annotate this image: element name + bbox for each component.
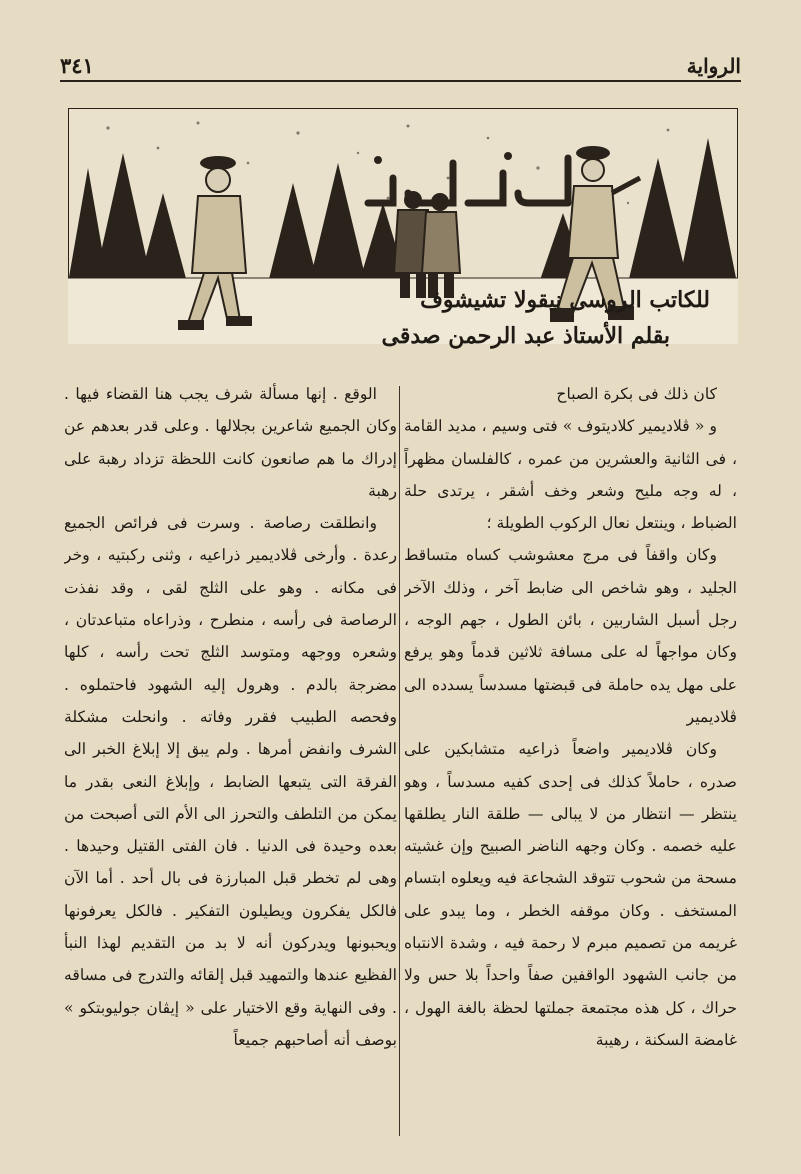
translator-credit: بقلم الأستاذ عبد الرحمن صدقى: [381, 323, 670, 349]
page-number: ٣٤١: [60, 53, 94, 78]
article-body: [64, 378, 737, 1146]
paragraph: وكان واقفاً فى مرج معشوشب كساه متساقط الجليد ، وهو شاخص الى ضابط آخر ، وذلك الآخر رجل أسبل الشاربين ، بائن الطول ، جهم الوجه ، وكان مواجهاً له على مسافة ثلاثين قدماً وهو يرفع على مهل يده حاملة فى قبضتها مسدساً يسدده الى ڤلاديمير: [404, 546, 737, 726]
left-column: [64, 378, 397, 1146]
author-credit: للكاتب الروسى نيقولا تشيشوف: [420, 287, 710, 313]
right-column: [404, 378, 737, 1146]
paragraph: وكان ڤلاديمير واضعاً ذراعيه متشابكين على صدره ، حاملاً كذلك فى إحدى كفيه مسدساً ، وهو ينتظر — انتظار من لا يبالى — طلقة النار يطلقها عليه خصمه . وكان وجهه الناضر الصبيح وإن غشيته مسحة من شحوب تتوقد الشجاعة فيه ويعلوه ابتسام المستخف . وكان موقفه الخطر ، وما يبدو على غريمه من تصميم مبرم لا رحمة فيه ، وشدة الانتباه من جانب الشهود الواقفين صفاً واحداً بلا حس ولا حراك ، كل هذه مجتمعة جملتها لحظة بالغة الهول ، غامضة السكنة ، رهيبة: [404, 740, 737, 1049]
story-byline: [250, 282, 710, 362]
paragraph: و « ڤلاديمير كلاديتوف » فتى وسيم ، مديد القامة ، فى الثانية والعشرين من عمره ، كالفلسان مظهراً ، له وجه مليح وشعر وخف أشقر ، يرتدى حلة الضباط ، وينتعل نعال الركوب الطويلة ؛: [404, 417, 737, 533]
paragraph: كان ذلك فى بكرة الصباح: [556, 385, 717, 403]
page-header: [60, 38, 741, 78]
paragraph: وانطلقت رصاصة . وسرت فى فرائص الجميع رعدة . وأرخى ڤلاديمير ذراعيه ، وثنى ركبتيه ، وخر فى مكانه . وهو على الثلج لقى ، وقد نفذت الرصاصة فى رأسه ، منطرح ، وذراعاه متباعدتان ، وشعره ووجهه ومتوسد الثلج تحت رأسه ، كلها مضرجة بالدم . وهرول إليه الشهود فاحتملوه . وفحصه الطبيب فقرر وفاته . وانحلت مشكلة الشرف وانفض أمرها . ولم يبق إلا إبلاغ الخبر الى الفرقة التى يتبعها الضابط ، وإبلاغ النعى بقدر ما يمكن من التلطف والتحرز الى الأم التى أصبحت من بعده وحيدة فى الدنيا . فان الفتى القتيل وحيدها . وهى لم تخطر قبل المبارزة فى بال أحد . أما الآن فالكل يفكرون ويطيلون التفكير . فالكل يعرفونها ويحبونها ويدركون أنه لا بد من التقديم لهذا النبأ الفظيع عندها والتمهيد قبل إلقائه والتدرج فى مساقه . وفى النهاية وقع الاختيار على « إيڤان جوليوبتكو » بوصف أنه أصاحبهم جميعاً: [64, 514, 397, 1049]
magazine-title: الرواية: [686, 54, 741, 78]
paragraph: الوقع . إنها مسألة شرف يجب هنا القضاء فيها . وكان الجميع شاعرين بجلالها . وعلى قدر بعدهم عن إدراك ما هم صانعون كانت اللحظة تزداد رهبة على رهبة: [64, 385, 397, 500]
header-rule: [60, 80, 741, 82]
